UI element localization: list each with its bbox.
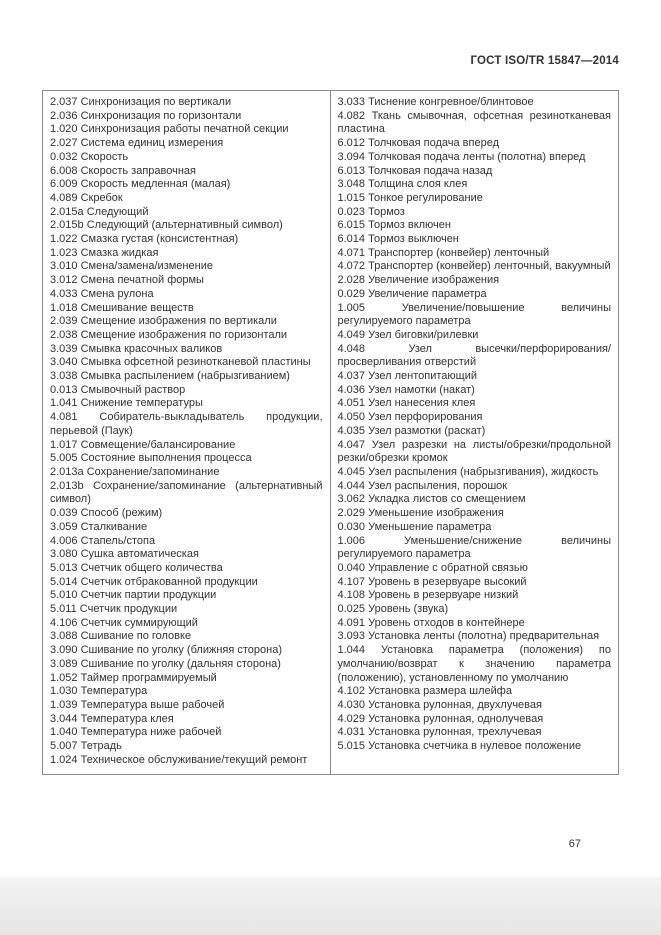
term-code: 4.091 xyxy=(337,616,366,629)
term-code: 4.050 xyxy=(337,411,366,424)
term-text: Смешивание веществ xyxy=(80,301,194,314)
term-text: Уменьшение/снижение величины регулируемого параметра xyxy=(337,534,612,561)
term-text: Увеличение изображения xyxy=(368,274,500,287)
term-text: Увеличение/повышение величины регулируемого параметра xyxy=(337,301,612,328)
term-code: 5.011 xyxy=(50,603,77,616)
term-code: 4.051 xyxy=(337,397,366,410)
term-code: 2.039 xyxy=(50,315,78,328)
term-entry xyxy=(50,576,323,590)
term-entry xyxy=(50,356,323,370)
term-text: Смещение изображения по горизонтали xyxy=(80,328,288,341)
term-text: Состояние выполнения процесса xyxy=(80,452,252,465)
term-entry xyxy=(50,658,323,672)
term-entry xyxy=(50,302,323,316)
term-code: 3.010 xyxy=(50,260,78,273)
term-code: 1.022 xyxy=(50,233,78,246)
term-text: Уменьшение параметра xyxy=(368,520,492,533)
term-entry xyxy=(50,219,323,233)
term-code: 2.036 xyxy=(50,109,78,122)
term-code: 1.020 xyxy=(50,123,78,136)
term-code: 4.049 xyxy=(337,328,366,341)
term-text: Тиснение конгревное/блинтовое xyxy=(368,96,534,108)
term-entry xyxy=(50,137,323,151)
term-code: 5.015 xyxy=(337,740,366,753)
term-entry xyxy=(338,411,612,425)
term-text: Установка рулонная, двухлучевая xyxy=(368,698,542,711)
term-text: Установка ленты (полотна) предварительная xyxy=(368,630,600,643)
term-code: 4.031 xyxy=(337,726,366,739)
term-code: 3.093 xyxy=(337,630,366,643)
term-code: 1.052 xyxy=(50,671,78,684)
term-code: 4.030 xyxy=(337,698,366,711)
term-text: Счетчик суммирующий xyxy=(80,616,198,629)
term-entry xyxy=(50,343,323,357)
term-text: Установка счетчика в нулевое положение xyxy=(368,740,582,753)
term-text: Уровень в резервуаре высокий xyxy=(368,575,527,588)
term-code: 0.013 xyxy=(50,383,78,396)
term-text: Скорость медленная (малая) xyxy=(80,178,231,191)
terms-column-right xyxy=(331,91,619,774)
term-entry xyxy=(50,535,323,549)
term-code: 4.082 xyxy=(337,109,366,122)
term-entry xyxy=(50,589,323,603)
term-text: Скребок xyxy=(80,191,123,204)
term-text: Синхронизация по вертикали xyxy=(80,96,232,108)
term-entry xyxy=(338,274,612,288)
term-entry xyxy=(338,260,612,274)
term-entry xyxy=(338,178,612,192)
term-text: Тонкое регулирование xyxy=(368,191,483,204)
term-code: 0.029 xyxy=(337,287,366,300)
term-text: Узел распыления, порошок xyxy=(368,479,508,492)
term-text: Синхронизация по горизонтали xyxy=(80,109,242,122)
term-entry xyxy=(338,439,612,466)
term-text: Толчковая подача вперед xyxy=(368,137,500,150)
term-entry xyxy=(50,713,323,727)
term-entry xyxy=(338,603,612,617)
term-text: Таймер программируемый xyxy=(80,671,217,684)
term-code: 4.102 xyxy=(337,685,366,698)
term-entry xyxy=(338,96,612,110)
term-entry xyxy=(50,480,323,507)
term-code: 3.090 xyxy=(50,644,78,657)
term-text: Увеличение параметра xyxy=(368,287,487,300)
term-text: Тормоз включен xyxy=(368,219,451,232)
term-entry xyxy=(50,617,323,631)
term-text: Ткань смывочная, офсетная резинотканевая пластина xyxy=(337,109,611,136)
term-text: Транспортер (конвейер) ленточный xyxy=(368,246,550,259)
term-text: Температура выше рабочей xyxy=(80,698,225,711)
term-entry xyxy=(338,507,612,521)
term-entry xyxy=(338,384,612,398)
term-text: Следующий (альтернативный символ) xyxy=(86,219,283,232)
term-entry xyxy=(338,110,612,137)
term-code: 2.015a xyxy=(50,205,84,218)
term-entry xyxy=(50,562,323,576)
term-entry xyxy=(338,699,612,713)
term-text: Счетчик общего количества xyxy=(80,561,223,574)
term-code: 4.044 xyxy=(337,479,366,492)
term-code: 1.044 xyxy=(337,644,366,657)
term-code: 0.032 xyxy=(50,150,78,163)
term-text: Скорость заправочная xyxy=(80,164,196,177)
term-code: 6.013 xyxy=(337,164,366,177)
term-code: 3.038 xyxy=(50,370,78,383)
term-entry xyxy=(50,603,323,617)
term-text: Счетчик партии продукции xyxy=(80,589,217,602)
term-entry xyxy=(50,754,323,768)
term-text: Смена/замена/изменение xyxy=(80,260,213,273)
term-text: Узел разрезки на листы/обрезки/продольной резки/обрезки кромок xyxy=(337,438,612,465)
term-entry xyxy=(50,260,323,274)
term-text: Смывочный раствор xyxy=(80,383,186,396)
term-entry xyxy=(50,110,323,124)
term-text: Толчковая подача назад xyxy=(368,164,493,177)
term-entry xyxy=(338,644,612,685)
term-text: Тормоз xyxy=(368,205,405,218)
term-entry xyxy=(338,219,612,233)
term-code: 1.017 xyxy=(50,438,78,451)
term-entry xyxy=(338,192,612,206)
term-code: 4.035 xyxy=(337,424,366,437)
term-entry xyxy=(338,630,612,644)
term-entry xyxy=(50,740,323,754)
term-text: Смазка густая (консистентная) xyxy=(80,233,239,246)
term-code: 0.023 xyxy=(337,205,366,218)
term-entry xyxy=(338,480,612,494)
page-footer xyxy=(569,838,581,850)
doc-title: ГОСТ ISO/TR 15847—2014 xyxy=(470,55,619,67)
term-text: Синхронизация работы печатной секции xyxy=(80,123,289,136)
term-code: 4.047 xyxy=(337,438,366,451)
term-code: 4.029 xyxy=(337,712,366,725)
term-code: 4.048 xyxy=(337,342,366,355)
term-entry xyxy=(50,672,323,686)
term-code: 6.015 xyxy=(337,219,366,232)
term-code: 6.009 xyxy=(50,178,78,191)
term-text: Температура клея xyxy=(80,712,174,725)
term-text: Установка рулонная, трехлучевая xyxy=(368,726,542,739)
term-entry xyxy=(50,151,323,165)
term-text: Сохранение/запоминание xyxy=(86,465,220,478)
term-entry xyxy=(338,576,612,590)
term-code: 5.007 xyxy=(50,740,78,753)
term-entry xyxy=(50,452,323,466)
term-text: Счетчик отбракованной продукции xyxy=(80,575,258,588)
term-code: 5.014 xyxy=(50,575,78,588)
term-entry xyxy=(50,274,323,288)
term-entry xyxy=(50,247,323,261)
term-code: 4.037 xyxy=(337,370,366,383)
term-text: Узел биговки/рилевки xyxy=(368,328,479,341)
term-text: Сохранение/запоминание (альтернативный символ) xyxy=(50,479,323,506)
term-entry xyxy=(338,288,612,302)
term-text: Укладка листов со смещением xyxy=(368,493,526,506)
term-entry xyxy=(50,397,323,411)
term-code: 3.044 xyxy=(50,712,78,725)
page-number: 67 xyxy=(568,838,581,850)
term-entry xyxy=(50,192,323,206)
term-entry xyxy=(50,644,323,658)
term-code: 0.025 xyxy=(337,603,366,616)
term-entry xyxy=(50,206,323,220)
term-text: Техническое обслуживание/текущий ремонт xyxy=(80,753,308,766)
term-code: 0.039 xyxy=(50,507,78,520)
term-entry xyxy=(50,96,323,110)
term-text: Уменьшение изображения xyxy=(368,507,504,520)
term-code: 2.029 xyxy=(337,507,366,520)
term-text: Смена рулона xyxy=(80,287,154,300)
term-entry xyxy=(338,589,612,603)
term-entry xyxy=(338,740,612,754)
term-entry xyxy=(338,151,612,165)
term-code: 2.038 xyxy=(50,328,78,341)
term-entry xyxy=(338,343,612,370)
term-entry xyxy=(338,247,612,261)
term-code: 4.089 xyxy=(50,191,78,204)
term-text: Счетчик продукции xyxy=(79,603,178,616)
term-text: Собиратель-выкладыватель продукции, перьевой (Паук) xyxy=(50,411,323,437)
term-entry xyxy=(50,726,323,740)
term-code: 4.072 xyxy=(337,260,366,273)
term-text: Узел размотки (раскат) xyxy=(368,424,486,437)
term-text: Совмещение/балансирование xyxy=(80,438,236,451)
term-text: Следующий xyxy=(86,205,149,218)
term-code: 3.062 xyxy=(337,493,366,506)
term-text: Уровень отходов в контейнере xyxy=(368,616,525,629)
term-text: Температура xyxy=(80,685,148,698)
term-code: 1.015 xyxy=(337,191,366,204)
term-text: Сшивание по головке xyxy=(80,630,192,643)
term-entry xyxy=(338,165,612,179)
term-entry xyxy=(338,370,612,384)
term-code: 6.008 xyxy=(50,164,78,177)
term-code: 2.013b xyxy=(50,479,84,492)
term-code: 4.045 xyxy=(337,465,366,478)
term-code: 3.088 xyxy=(50,630,78,643)
term-code: 4.108 xyxy=(337,589,366,602)
term-entry xyxy=(50,233,323,247)
doc-header xyxy=(470,55,619,67)
term-entry xyxy=(50,685,323,699)
term-code: 0.040 xyxy=(337,561,366,574)
term-text: Смена печатной формы xyxy=(80,274,204,287)
term-code: 3.040 xyxy=(50,356,78,369)
term-entry xyxy=(338,521,612,535)
term-entry xyxy=(50,411,323,438)
term-code: 3.033 xyxy=(337,96,366,108)
term-text: Толщина слоя клея xyxy=(368,178,468,191)
term-text: Узел лентопитающий xyxy=(368,370,477,383)
term-text: Способ (режим) xyxy=(80,507,163,520)
term-entry xyxy=(50,370,323,384)
term-code: 2.028 xyxy=(337,274,366,287)
term-entry xyxy=(338,233,612,247)
term-code: 1.006 xyxy=(337,534,366,547)
term-text: Сталкивание xyxy=(80,520,148,533)
term-text: Узел распыления (набрызгивания), жидкость xyxy=(368,465,599,478)
term-code: 4.107 xyxy=(337,575,366,588)
term-code: 3.080 xyxy=(50,548,78,561)
term-entry xyxy=(50,165,323,179)
term-entry xyxy=(50,507,323,521)
term-text: Тетрадь xyxy=(80,740,122,753)
term-code: 2.027 xyxy=(50,137,78,150)
page-bottom-edge xyxy=(0,877,661,935)
term-text: Транспортер (конвейер) ленточный, вакуумный xyxy=(368,260,611,273)
term-text: Уровень (звука) xyxy=(368,603,449,616)
term-code: 3.012 xyxy=(50,274,78,287)
term-code: 4.033 xyxy=(50,287,78,300)
term-text: Сшивание по уголку (ближняя сторона) xyxy=(80,644,282,657)
term-text: Смывка распылением (набрызгиванием) xyxy=(80,370,290,383)
term-text: Уровень в резервуаре низкий xyxy=(368,589,519,602)
term-code: 2.013a xyxy=(50,465,84,478)
term-code: 3.039 xyxy=(50,342,78,355)
term-text: Сушка автоматическая xyxy=(80,548,199,561)
term-code: 1.024 xyxy=(50,753,78,766)
term-text: Толчковая подача ленты (полотна) вперед xyxy=(368,150,586,163)
term-entry xyxy=(50,548,323,562)
term-entry xyxy=(50,466,323,480)
term-code: 4.006 xyxy=(50,534,78,547)
term-text: Установка размера шлейфа xyxy=(368,685,512,698)
term-entry xyxy=(338,137,612,151)
term-text: Смывка офсетной резинотканевой пластины xyxy=(80,356,311,369)
term-entry xyxy=(338,535,612,562)
term-code: 0.030 xyxy=(337,520,366,533)
term-entry xyxy=(338,685,612,699)
term-code: 1.023 xyxy=(50,246,78,259)
term-code: 4.081 xyxy=(50,411,78,424)
term-code: 2.015b xyxy=(50,219,84,232)
term-code: 5.013 xyxy=(50,561,78,574)
terms-table xyxy=(42,90,619,775)
term-entry xyxy=(50,699,323,713)
term-text: Установка рулонная, однолучевая xyxy=(368,712,544,725)
term-entry xyxy=(50,384,323,398)
term-text: Сшивание по уголку (дальняя сторона) xyxy=(80,657,281,670)
term-text: Узел перфорирования xyxy=(368,411,483,424)
term-code: 1.039 xyxy=(50,698,78,711)
term-text: Смывка красочных валиков xyxy=(80,342,223,355)
term-entry xyxy=(50,315,323,329)
term-entry xyxy=(338,302,612,329)
term-entry xyxy=(338,493,612,507)
term-entry xyxy=(50,630,323,644)
term-entry xyxy=(50,329,323,343)
term-entry xyxy=(338,329,612,343)
term-code: 3.094 xyxy=(337,150,366,163)
term-code: 1.040 xyxy=(50,726,78,739)
term-entry xyxy=(50,288,323,302)
term-text: Смещение изображения по вертикали xyxy=(80,315,277,328)
term-text: Установка параметра (положения) по умолчанию/возврат к значению параметра (положению), установленному по умолчанию xyxy=(337,644,611,684)
term-text: Тормоз выключен xyxy=(368,233,459,246)
term-entry xyxy=(338,562,612,576)
term-entry xyxy=(50,123,323,137)
term-entry xyxy=(338,206,612,220)
term-text: Узел намотки (накат) xyxy=(368,383,475,396)
term-text: Узел нанесения клея xyxy=(368,397,476,410)
term-entry xyxy=(338,397,612,411)
term-text: Стапель/стопа xyxy=(80,534,156,547)
term-text: Температура ниже рабочей xyxy=(80,726,222,739)
term-code: 5.005 xyxy=(50,452,78,465)
term-code: 3.059 xyxy=(50,520,78,533)
term-code: 6.012 xyxy=(337,137,366,150)
term-entry xyxy=(338,466,612,480)
term-code: 4.036 xyxy=(337,383,366,396)
term-code: 6.014 xyxy=(337,233,366,246)
term-entry xyxy=(338,425,612,439)
term-entry xyxy=(338,713,612,727)
term-code: 4.106 xyxy=(50,616,78,629)
term-text: Снижение температуры xyxy=(80,397,203,410)
term-text: Управление с обратной связью xyxy=(368,561,528,574)
term-code: 1.005 xyxy=(337,301,366,314)
term-code: 2.037 xyxy=(50,96,78,108)
term-code: 1.041 xyxy=(50,397,78,410)
term-text: Узел высечки/перфорирования/ просверливания отверстий xyxy=(337,342,611,369)
term-text: Смазка жидкая xyxy=(80,246,159,259)
term-entry xyxy=(338,617,612,631)
term-entry xyxy=(50,439,323,453)
term-text: Скорость xyxy=(80,150,129,163)
term-text: Система единиц измерения xyxy=(80,137,224,150)
term-code: 3.089 xyxy=(50,657,78,670)
term-code: 4.071 xyxy=(337,246,366,259)
term-entry xyxy=(50,521,323,535)
term-code: 1.030 xyxy=(50,685,78,698)
term-code: 1.018 xyxy=(50,301,78,314)
term-entry xyxy=(50,178,323,192)
term-code: 5.010 xyxy=(50,589,78,602)
terms-column-left xyxy=(43,91,331,774)
term-code: 3.048 xyxy=(337,178,366,191)
term-entry xyxy=(338,726,612,740)
